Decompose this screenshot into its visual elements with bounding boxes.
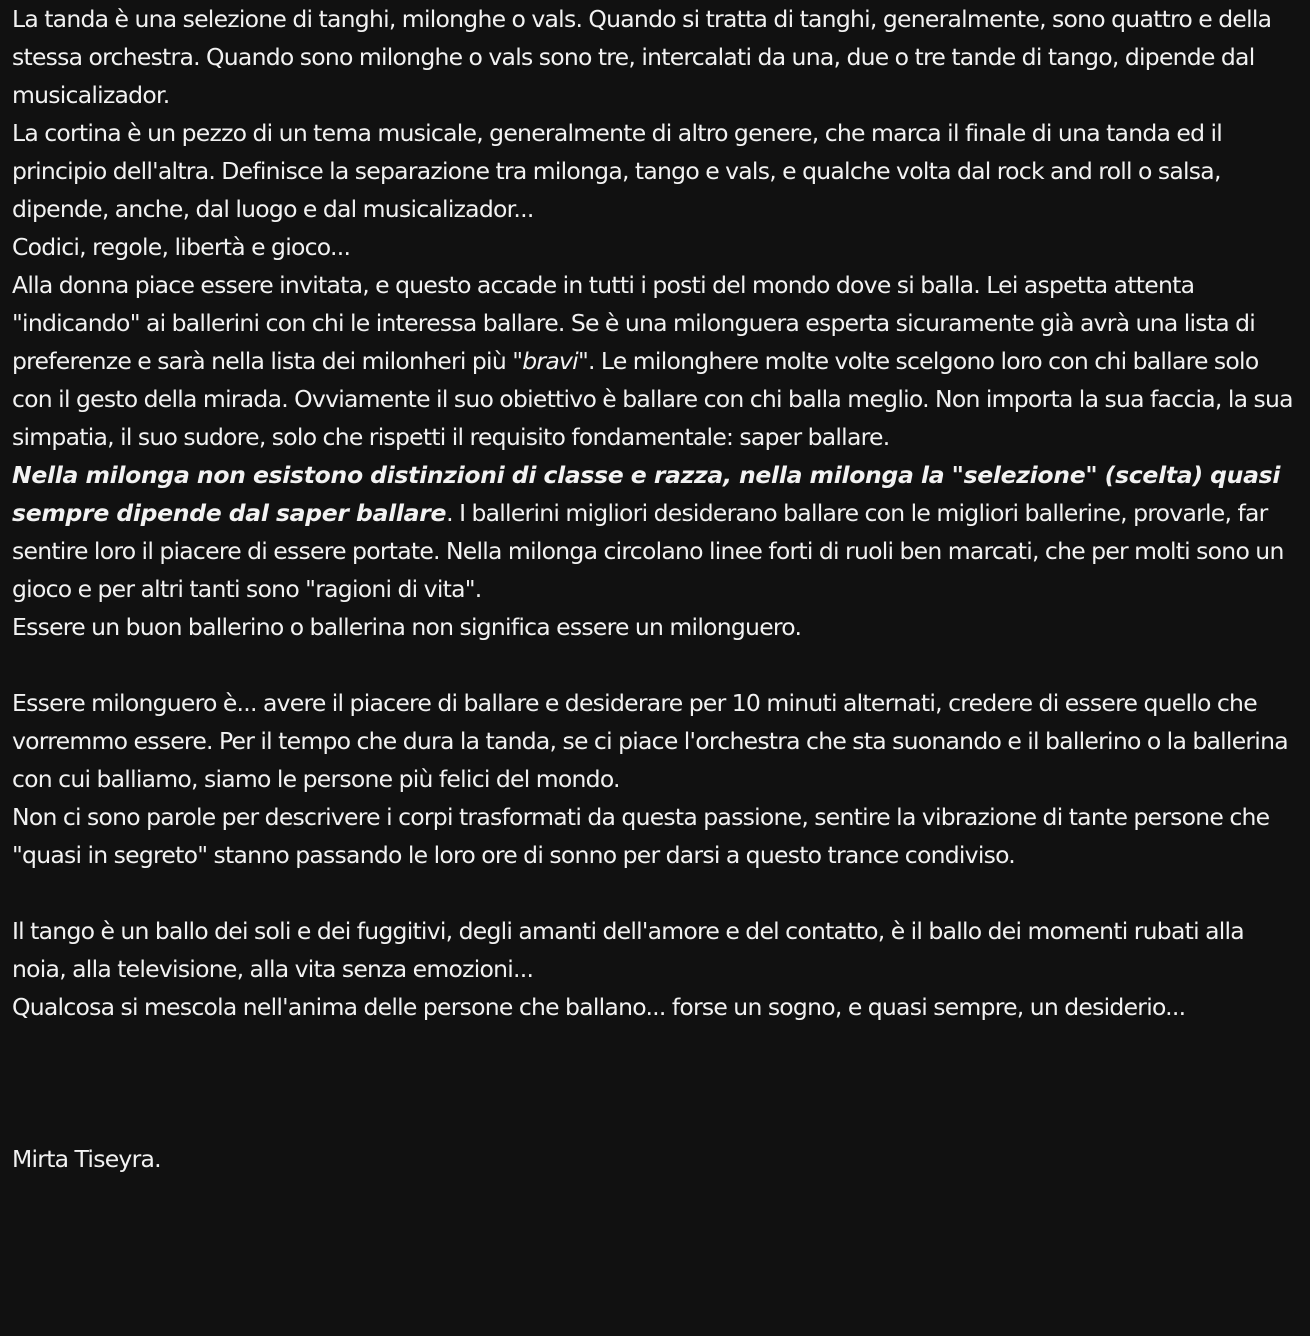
paragraph-parole: Non ci sono parole per descrivere i corpi trasformati da questa passione, sentire la vibrazione di tante persone che "quasi in segreto" stanno passando le loro ore di sonno per darsi a questo trance condiviso. [12,803,1270,869]
paragraph-cortina: La cortina è un pezzo di un tema musicale, generalmente di altro genere, che marca il finale di una tanda ed il principio dell'altra. Definisce la separazione tra milonga, tango e vals, e qualche volta dal rock and roll o salsa, dipende, anche, dal luogo e dal musicalizador... [12,119,1223,223]
paragraph-classe-text: . I ballerini migliori desiderano ballare con le migliori ballerine, provarle, far sentire loro il piacere di essere portate. Nella milonga circolano linee forti di ruoli ben marcati, che per molti sono un gioco e per altri tanti sono "ragioni di vita". [12,499,1284,603]
paragraph-buon-ballerino: Essere un buon ballerino o ballerina non significa essere un milonguero. [12,613,802,641]
paragraph-donna-text-2: ". Le milonghere molte volte scelgono loro con chi ballare solo con il gesto della mirada. Ovviamente il suo obiettivo è ballare con chi balla meglio. Non importa la sua faccia, la sua simpatia, il suo sudore, solo che rispetti il requisito fondamentale: saper ballare. [12,347,1293,451]
blank-lines [12,1026,1300,1140]
paragraph-tanda: La tanda è una selezione di tanghi, milonghe o vals. Quando si tratta di tanghi, generalmente, sono quattro e della stessa orchestra. Quando sono milonghe o vals sono tre, intercalati da una, due o tre tande di tango, dipende dal musicalizador. [12,5,1272,109]
paragraph-donna [12,266,1300,456]
blank-line [12,874,1300,912]
paragraph-donna-text-1: Alla donna piace essere invitata, e questo accade in tutti i posti del mondo dove si balla. Lei aspetta attenta "indicando" ai ballerini con chi le interessa ballare. Se è una milonguera esperta sicuramente già avrà una lista di preferenze e sarà nella lista dei milonheri più " [12,271,1256,375]
emphasis-bravi: bravi [522,347,578,375]
emphasis-classe: Nella milonga non esistono distinzioni di classe e razza, nella milonga la "selezione" (scelta) quasi sempre dipende dal saper ballare [12,461,1281,527]
paragraph-classe [12,456,1300,608]
paragraph-tango: Il tango è un ballo dei soli e dei fuggitivi, degli amanti dell'amore e del contatto, è il ballo dei momenti rubati alla noia, alla televisione, alla vita senza emozioni... [12,917,1244,983]
paragraph-milonguero: Essere milonguero è... avere il piacere di ballare e desiderare per 10 minuti alternati, credere di essere quello che vorremmo essere. Per il tempo che dura la tanda, se ci piace l'orchestra che sta suonando e il ballerino o la ballerina con cui balliamo, siamo le persone più felici del mondo. [12,689,1288,793]
signature: Mirta Tiseyra. [12,1145,161,1173]
blank-line [12,646,1300,684]
paragraph-codici: Codici, regole, libertà e gioco... [12,233,351,261]
paragraph-qualcosa: Qualcosa si mescola nell'anima delle persone che ballano... forse un sogno, e quasi sempre, un desiderio... [12,993,1186,1021]
